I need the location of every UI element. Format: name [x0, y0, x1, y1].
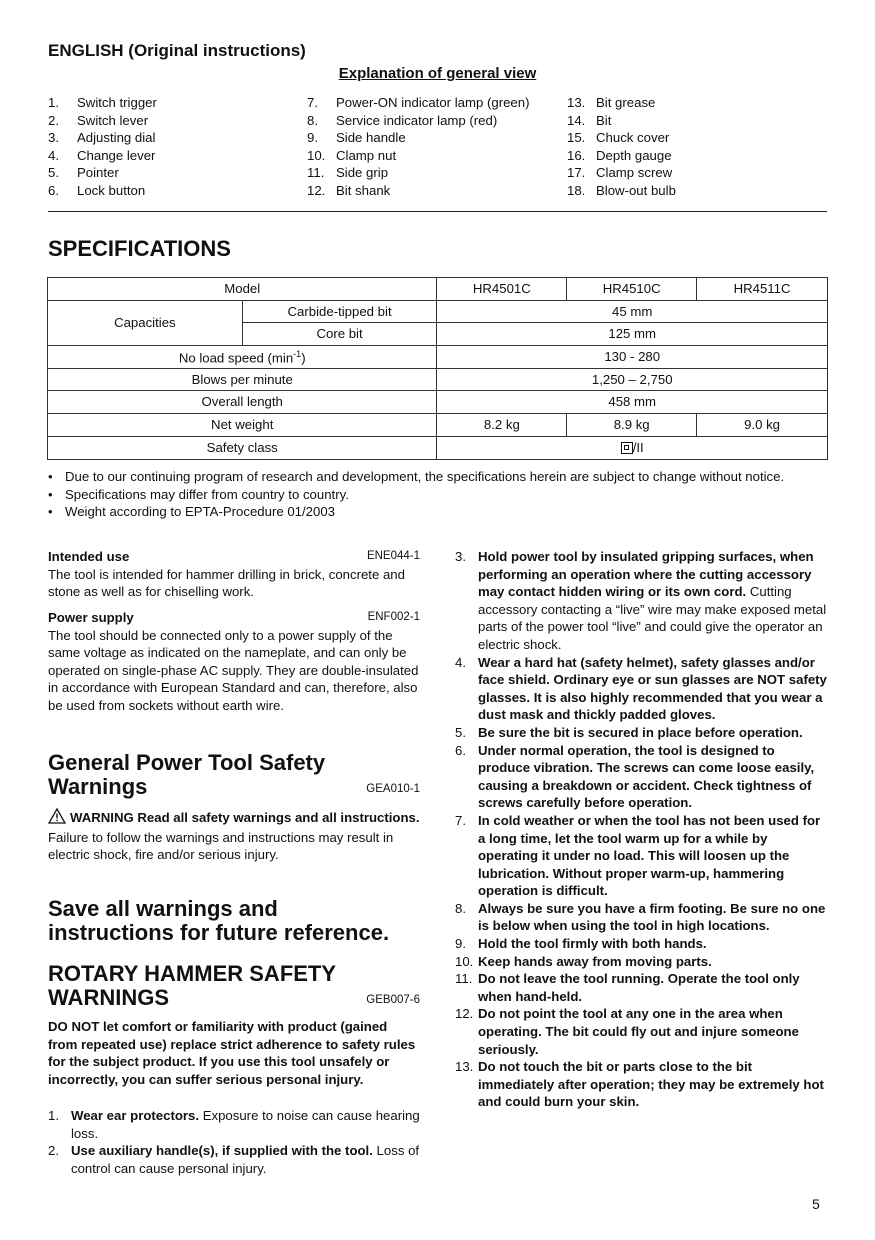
table-cell: Blows per minute [48, 368, 437, 391]
list-item: 16. Depth gauge [567, 147, 672, 163]
table-cell: /II [437, 436, 828, 459]
table-cell: 8.9 kg [567, 414, 697, 437]
table-cell: Core bit [242, 323, 437, 346]
table-cell: Safety class [48, 436, 437, 459]
list-item: 4. Wear a hard hat (safety helmet), safety glasses and/or face shield. Ordinary eye or sun glasses are NOT safety glasses. It is also highly recommended that you wear a dust mask and thickly padded gloves. [455, 654, 827, 723]
table-cell: 1,250 – 2,750 [437, 368, 828, 391]
list-item: 17. Clamp screw [567, 165, 673, 181]
section-text: The tool is intended for hammer drilling in brick, concrete and stone as well as for chiselling work. [48, 566, 405, 600]
specification-notes [48, 468, 838, 521]
section-code: GEA010-1 [366, 783, 420, 796]
table-row [48, 300, 828, 323]
list-item: 6. Lock button [48, 182, 146, 198]
table-row [48, 414, 828, 437]
rotary-warnings-list-left [48, 1107, 420, 1177]
power-supply-section [48, 609, 420, 715]
list-item: 3. Hold power tool by insulated gripping surfaces, when performing an operation where the cutting accessory may contact hidden wiring or its own cord. Cutting accessory contacting a “live” wire may make exposed metal parts of the power tool “live” and could give the operator an electric shock. [455, 549, 827, 652]
list-item: 6. Under normal operation, the tool is designed to produce vibration. The screws can come loose easily, causing a breakdown or accident. Check tightness of screws carefully before operation. [455, 742, 815, 811]
table-cell: 9.0 kg [697, 414, 828, 437]
list-item: • Specifications may differ from country to country. [48, 486, 349, 502]
list-item: 18. Blow-out bulb [567, 182, 676, 198]
page-number: 5 [812, 1196, 820, 1212]
specifications-title: SPECIFICATIONS [48, 236, 231, 261]
table-cell: HR4510C [567, 278, 697, 301]
list-item: • Due to our continuing program of research and development, the specifications herein are subject to change without notice. [48, 469, 785, 484]
warning-triangle-icon [48, 808, 66, 829]
list-item: 10. Clamp nut [307, 147, 397, 163]
list-item: 4. Change lever [48, 147, 156, 163]
list-item: 12. Do not point the tool at any one in the area when operating. The bit could fly out and injure someone seriously. [455, 1006, 799, 1057]
list-item: 13. Bit grease [567, 95, 656, 110]
list-item: 11. Do not leave the tool running. Operate the tool only when hand-held. [455, 971, 800, 1004]
section-text: The tool should be connected only to a power supply of the same voltage as indicated on the nameplate, and can only be operated on single-phase AC supply. They are double-insulated in accordance with European Standard and can, therefore, also be used from sockets without earth wire. [48, 627, 419, 713]
list-item: 15. Chuck cover [567, 130, 670, 146]
rotary-safety-heading: ROTARY HAMMER SAFETY WARNINGS GEB007-6 [48, 961, 420, 1010]
list-item: 8. Always be sure you have a firm footing. Be sure no one is below when using the tool in high locations. [455, 900, 826, 934]
table-row [48, 278, 828, 301]
table-cell: 458 mm [437, 391, 828, 414]
list-item: • Weight according to EPTA-Procedure 01/2003 [48, 504, 336, 520]
section-code: GEB007-6 [366, 994, 420, 1007]
list-item: 3. Adjusting dial [48, 130, 156, 146]
table-cell: 130 - 280 [437, 346, 828, 369]
section-code: ENE044-1 [366, 550, 420, 562]
list-item: 10. Keep hands away from moving parts. [455, 953, 712, 969]
list-item: 8. Service indicator lamp (red) [307, 112, 498, 128]
table-cell: 45 mm [437, 300, 828, 323]
document-language-title: ENGLISH (Original instructions) [48, 41, 306, 60]
rotary-warnings-list-right [455, 548, 827, 1111]
list-item: 7. Power-ON indicator lamp (green) [307, 95, 530, 110]
divider [48, 211, 827, 212]
table-cell: 8.2 kg [437, 414, 567, 437]
parts-list-col-2 [307, 94, 562, 200]
table-cell: 125 mm [437, 323, 828, 346]
general-safety-heading: General Power Tool Safety Warnings GEA010-1 [48, 750, 420, 799]
save-instructions-heading: Save all warnings and instructions for future reference. [48, 896, 390, 945]
table-cell: Net weight [48, 414, 437, 437]
table-cell: Overall length [48, 391, 437, 414]
table-cell: Carbide-tipped bit [242, 300, 437, 323]
list-item: 14. Bit [567, 112, 612, 128]
list-item: 2. Use auxiliary handle(s), if supplied with the tool. Loss of control can cause personal injury. [48, 1143, 420, 1176]
list-item: 5. Be sure the bit is secured in place before operation. [455, 724, 803, 740]
general-warning-text: WARNING Read all safety warnings and all instructions. Failure to follow the warnings and instructions may result in electric shock, fire and/or serious injury. [48, 810, 420, 863]
double-insulation-icon [621, 442, 633, 454]
intended-use-section [48, 548, 420, 601]
parts-list-col-1 [48, 94, 298, 200]
table-row [48, 346, 828, 369]
list-item: 9. Hold the tool firmly with both hands. [455, 936, 707, 952]
table-row [48, 436, 828, 459]
list-item: 5. Pointer [48, 165, 119, 181]
table-cell: No load speed $(\min^{-1})$ [48, 346, 437, 369]
table-cell: HR4501C [437, 278, 567, 301]
list-item: 12. Bit shank [307, 182, 391, 198]
list-item: 7. In cold weather or when the tool has not been used for a long time, let the tool warm up for a while by operating it under no load. This will loosen up the lubrication. Without proper warm-up, hammering operation is difficult. [455, 812, 821, 899]
list-item: 1. Wear ear protectors. Exposure to noise can cause hearing loss. [48, 1108, 420, 1141]
section-title: Intended use [48, 549, 130, 564]
table-row [48, 391, 828, 414]
explanation-title: Explanation of general view [338, 65, 537, 82]
specifications-table [47, 277, 828, 460]
list-item: 2. Switch lever [48, 112, 149, 128]
parts-list-col-3 [567, 94, 817, 200]
table-row [48, 368, 828, 391]
list-item: 1. Switch trigger [48, 95, 157, 110]
table-cell: HR4511C [697, 278, 828, 301]
rotary-intro: DO NOT let comfort or familiarity with product (gained from repeated use) replace strict adherence to safety rules for the subject product. If you use this tool unsafely or incorrectly, you can suffer serious personal injury. [48, 1019, 416, 1087]
section-title: Power supply [48, 610, 134, 625]
list-item: 11. Side grip [307, 165, 389, 181]
table-cell: Capacities [48, 300, 243, 345]
list-item: 13. Do not touch the bit or parts close to the bit immediately after operation; they may be extremely hot and could burn your skin. [455, 1059, 824, 1110]
section-code: ENF002-1 [367, 611, 420, 623]
list-item: 9. Side handle [307, 130, 406, 146]
table-cell: Model [48, 278, 437, 301]
